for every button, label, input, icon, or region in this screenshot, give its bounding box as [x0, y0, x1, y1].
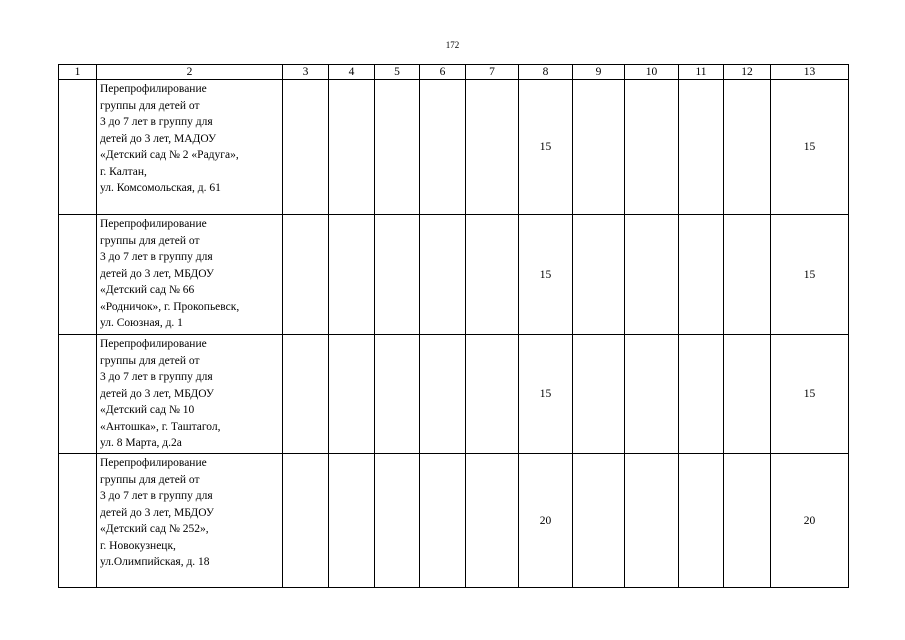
cell-col4	[329, 335, 375, 454]
cell-col9	[573, 215, 625, 335]
cell-col6	[420, 454, 466, 588]
cell-col1	[59, 215, 97, 335]
cell-col12	[724, 215, 771, 335]
cell-col8: 15	[519, 215, 573, 335]
column-header: 9	[573, 65, 625, 80]
cell-col7	[466, 80, 519, 215]
data-table	[58, 64, 849, 588]
cell-col7	[466, 215, 519, 335]
column-header: 4	[329, 65, 375, 80]
column-header: 8	[519, 65, 573, 80]
cell-col11	[679, 215, 724, 335]
table-row	[59, 454, 849, 588]
cell-col4	[329, 80, 375, 215]
cell-col6	[420, 215, 466, 335]
cell-description: Перепрофилирование группы для детей от 3 до 7 лет в группу для детей до 3 лет, МБДОУ «Детский сад № 66 «Родничок», г. Прокопьевск, ул. Союзная, д. 1	[97, 215, 283, 335]
cell-col11	[679, 454, 724, 588]
cell-col5	[375, 80, 420, 215]
cell-col6	[420, 335, 466, 454]
column-header: 2	[97, 65, 283, 80]
cell-col9	[573, 454, 625, 588]
cell-col3	[283, 80, 329, 215]
cell-col12	[724, 454, 771, 588]
cell-col1	[59, 80, 97, 215]
cell-col13: 15	[771, 215, 849, 335]
column-header: 7	[466, 65, 519, 80]
table-row	[59, 80, 849, 215]
column-header: 1	[59, 65, 97, 80]
cell-col7	[466, 454, 519, 588]
column-header: 3	[283, 65, 329, 80]
cell-col10	[625, 215, 679, 335]
page-number: 172	[445, 40, 460, 50]
cell-col10	[625, 454, 679, 588]
cell-col10	[625, 335, 679, 454]
table-row	[59, 335, 849, 454]
column-header: 13	[771, 65, 849, 80]
cell-col6	[420, 80, 466, 215]
table-row	[59, 215, 849, 335]
cell-col12	[724, 335, 771, 454]
cell-col5	[375, 454, 420, 588]
cell-col3	[283, 335, 329, 454]
cell-col5	[375, 335, 420, 454]
cell-col11	[679, 335, 724, 454]
cell-description: Перепрофилирование группы для детей от 3 до 7 лет в группу для детей до 3 лет, МБДОУ «Детский сад № 10 «Антошка», г. Таштагол, ул. 8 Марта, д.2а	[97, 335, 283, 454]
cell-col3	[283, 215, 329, 335]
column-header: 12	[724, 65, 771, 80]
cell-col3	[283, 454, 329, 588]
cell-col13: 15	[771, 335, 849, 454]
column-header: 10	[625, 65, 679, 80]
cell-col4	[329, 454, 375, 588]
column-header: 11	[679, 65, 724, 80]
cell-col5	[375, 215, 420, 335]
cell-col9	[573, 80, 625, 215]
cell-description: Перепрофилирование группы для детей от 3 до 7 лет в группу для детей до 3 лет, МАДОУ «Детский сад № 2 «Радуга», г. Калтан, ул. Комсомольская, д. 61	[97, 80, 283, 215]
cell-col1	[59, 454, 97, 588]
cell-col4	[329, 215, 375, 335]
cell-col7	[466, 335, 519, 454]
header-row	[59, 65, 849, 80]
cell-description: Перепрофилирование группы для детей от 3 до 7 лет в группу для детей до 3 лет, МБДОУ «Детский сад № 252», г. Новокузнецк, ул.Олимпийская, д. 18	[97, 454, 283, 588]
cell-col8: 15	[519, 335, 573, 454]
column-header: 5	[375, 65, 420, 80]
cell-col13: 15	[771, 80, 849, 215]
cell-col1	[59, 335, 97, 454]
cell-col8: 15	[519, 80, 573, 215]
cell-col11	[679, 80, 724, 215]
cell-col8: 20	[519, 454, 573, 588]
cell-col13: 20	[771, 454, 849, 588]
cell-col12	[724, 80, 771, 215]
cell-col9	[573, 335, 625, 454]
cell-col10	[625, 80, 679, 215]
column-header: 6	[420, 65, 466, 80]
